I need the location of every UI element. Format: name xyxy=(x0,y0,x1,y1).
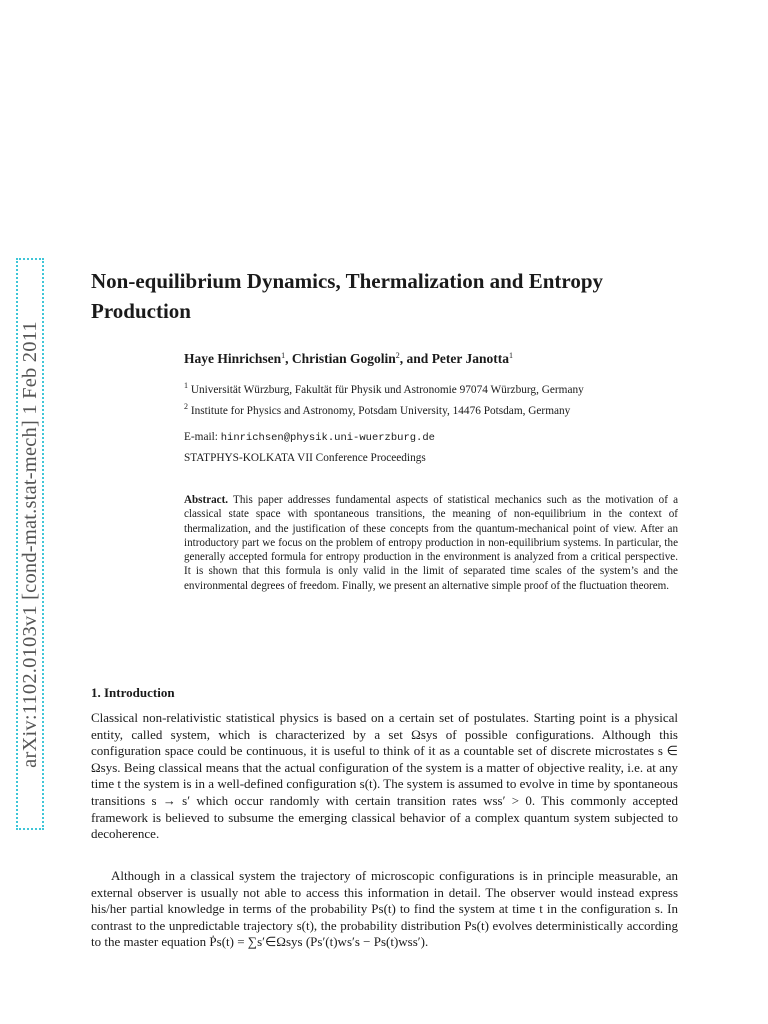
proceedings-note: STATPHYS-KOLKATA VII Conference Proceedings xyxy=(184,452,426,464)
author-list xyxy=(184,351,513,367)
abstract-label: Abstract. xyxy=(184,494,229,506)
email-label: E-mail: xyxy=(184,431,221,443)
section-heading-introduction: 1. Introduction xyxy=(91,685,175,700)
author-affiliation-mark: 1 xyxy=(509,351,514,360)
email-line xyxy=(184,431,435,444)
affiliation-mark: 2 xyxy=(184,402,188,411)
arxiv-stamp xyxy=(16,258,44,830)
affiliation-2 xyxy=(184,402,570,417)
author-affiliation-mark: 1 xyxy=(281,351,286,360)
affiliation-1 xyxy=(184,381,584,396)
email-address[interactable]: hinrichsen@physik.uni-wuerzburg.de xyxy=(220,432,435,444)
body-paragraph: Although in a classical system the trajectory of microscopic configurations is in principle measurable, an external observer is usually not able to access this information in detail. The observer would instead express his/her partial knowledge in terms of the probability Ps(t) to find the system at time t in the configuration s. In contrast to the unpredictable trajectory s(t), the probability distribution Ps(t) evolves deterministically according to the master equation Ṗs(t) = ∑s′∈Ωsys (Ps′(t)ws′s − Ps(t)wss′). xyxy=(91,868,678,950)
author-separator: , xyxy=(285,351,292,366)
author-name: Christian Gogolin xyxy=(291,351,396,366)
affiliation-text: Institute for Physics and Astronomy, Potsdam University, 14476 Potsdam, Germany xyxy=(190,405,571,417)
author-name: Haye Hinrichsen xyxy=(184,351,282,366)
abstract xyxy=(184,493,678,593)
abstract-text: This paper addresses fundamental aspects of statistical mechanics such as the motivation of a classical state space with spontaneous transitions, the meaning of non-equilibrium in the context of thermalization, and the justification of these concepts from the quantum-mechanical point of view. After an introductory part we focus on the problem of entropy production in non-equilibrium systems. In particular, the generally accepted formula for entropy production in the environment is analyzed from a critical perspective. It is shown that this formula is only valid in the limit of separated time scales of the system’s and the environmental degrees of freedom. Finally, we present an alternative simple proof of the fluctuation theorem. xyxy=(184,494,678,592)
author-affiliation-mark: 2 xyxy=(395,351,400,360)
author-separator: , and xyxy=(399,351,432,366)
paper-title: Non-equilibrium Dynamics, Thermalization and Entropy Production xyxy=(91,269,604,323)
body-paragraph: Classical non-relativistic statistical physics is based on a certain set of postulates. Starting point is a physical entity, called system, which is characterized by a set Ωsys of possible configurations. Although this configuration space could be continuous, it is useful to think of it as a countable set of discrete microstates s ∈ Ωsys. Being classical means that the actual configuration of the system is a matter of objective reality, i.e. at any time t the system is in a well-defined configuration s(t). The system is assumed to evolve in time by spontaneous transitions s → s′ which occur randomly with certain transition rates wss′ > 0. This commonly accepted framework is believed to subsume the emerging classical behavior of a complex quantum system subjected to decoherence. xyxy=(91,710,678,842)
affiliation-text: Universität Würzburg, Fakultät für Physik und Astronomie 97074 Würzburg, Germany xyxy=(190,384,584,396)
affiliation-mark: 1 xyxy=(184,381,188,390)
arxiv-stamp-text: arXiv:1102.0103v1 [cond-mat.stat-mech] 1 Feb 2011 xyxy=(18,320,41,768)
author-name: Peter Janotta xyxy=(431,351,510,366)
